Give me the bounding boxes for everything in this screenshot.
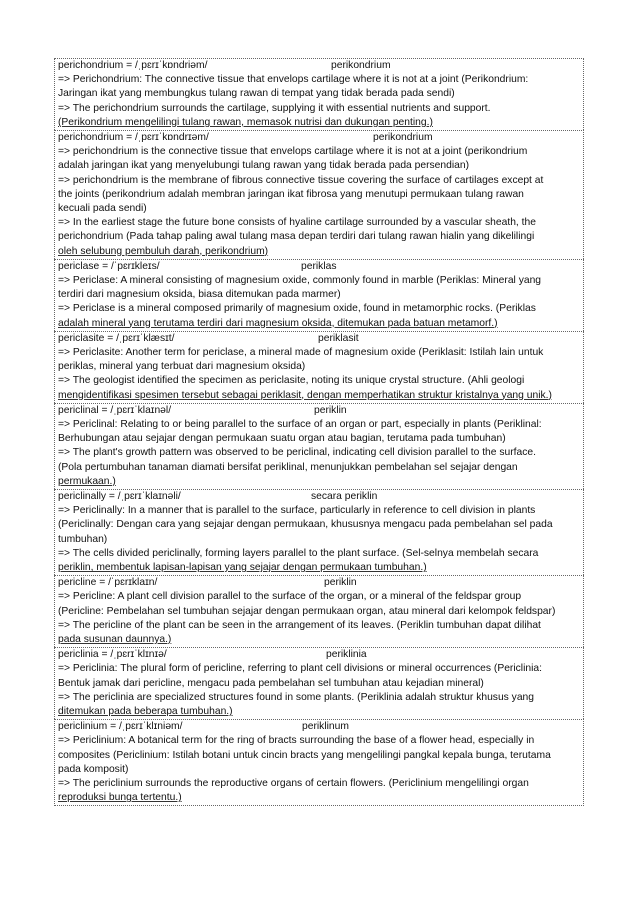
entry-text-line: composites (Periclinium: Istilah botani untuk cincin bracts yang mengelilingi pangkal kepala bunga, terutama bbox=[58, 749, 551, 761]
entry-header bbox=[58, 260, 581, 274]
dictionary-entry bbox=[54, 647, 584, 719]
dictionary-entry bbox=[54, 130, 584, 259]
entry-text-line: kecuali pada sendi) bbox=[58, 203, 147, 214]
entry-text-line: => Pericline: A plant cell division parallel to the surface of the organ, or a mineral of the feldspar group bbox=[58, 591, 522, 603]
entry-text-line: Bentuk jamak dari pericline, mengacu pada pembelahan sel tumbuhan atau kejadian mineral) bbox=[58, 677, 484, 689]
entry-text-line: => Perichondrium: The connective tissue that envelops cartilage where it is not at a joint (Perikondrium: bbox=[58, 74, 529, 86]
entry-text-line: permukaan.) bbox=[58, 475, 116, 487]
entry-text-line: periklin, membentuk lapisan-lapisan yang sejajar dengan permukaan tumbuhan.) bbox=[58, 562, 427, 574]
entry-text-line: => The periclinium surrounds the reproductive organs of certain flowers. (Periclinium mengelilingi organ bbox=[58, 778, 529, 790]
entry-text-line: (Pola pertumbuhan tanaman diamati bersifat periklinal, menunjukkan pembelahan sel sejajar dengan bbox=[58, 461, 518, 473]
entry-header bbox=[58, 490, 581, 504]
entry-translation: secara periklin bbox=[311, 491, 378, 503]
entry-text-line: => perichondrium is the connective tissue that envelops cartilage where it is not at a joint (perikondrium bbox=[58, 146, 528, 158]
entry-translation: periklinum bbox=[302, 721, 349, 733]
entry-text-line: oleh selubung pembuluh darah, perikondrium) bbox=[58, 245, 269, 257]
dictionary-entry bbox=[54, 489, 584, 575]
entry-text-line: pada susunan daunnya.) bbox=[58, 634, 172, 646]
entry-text-line: (Pericline: Pembelahan sel tumbuhan sejajar dengan permukaan organ, atau mineral dari kelompok feldspar) bbox=[58, 605, 556, 617]
entry-term: pericline = /ˈpɛrɪklaɪn/ bbox=[58, 577, 158, 589]
entry-text-line: the joints (perikondrium adalah membran jaringan ikat fibrosa yang menutupi permukaan tulang rawan bbox=[58, 188, 524, 200]
entry-translation: periklin bbox=[324, 577, 357, 589]
entry-text-line: => The cells divided periclinally, forming layers parallel to the plant surface. (Sel-selnya membelah secara bbox=[58, 547, 539, 559]
entry-text-line: => In the earliest stage the future bone consists of hyaline cartilage surrounded by a vascular sheath, the bbox=[58, 217, 536, 229]
entry-translation: periklas bbox=[301, 260, 337, 272]
entry-header bbox=[58, 332, 581, 346]
entry-term: periclinia = /ˌpɛrɪˈklɪnɪə/ bbox=[58, 649, 167, 661]
entry-term: perichondrium = /ˌpɛrɪˈkɒndriəm/ bbox=[58, 60, 208, 71]
entry-text-line: => The periclinia are specialized structures found in some plants. (Periklinia adalah struktur khusus yang bbox=[58, 691, 535, 703]
entry-translation: periklasit bbox=[318, 332, 359, 344]
entry-text-line: (Periclinally: Dengan cara yang sejajar dengan permukaan, khususnya mengacu pada pembelahan sel pada bbox=[58, 519, 553, 531]
entry-text-line: => Periclinal: Relating to or being parallel to the surface of an organ or part, especially in plants (Periklinal: bbox=[58, 419, 542, 430]
entry-text-line: => Periclase: A mineral consisting of magnesium oxide, commonly found in marble (Periklas: Mineral yang bbox=[58, 275, 542, 286]
entry-text-line: => Periclinally: In a manner that is parallel to the surface, particularly in reference to cell division in plants bbox=[58, 505, 536, 517]
entry-text-line: adalah mineral yang terutama terdiri dari magnesium oksida, ditemukan pada batuan metamorf.) bbox=[58, 317, 498, 329]
entry-header bbox=[58, 576, 581, 590]
dictionary-entry bbox=[54, 259, 584, 331]
dictionary-entry bbox=[54, 58, 584, 130]
entry-text-line: ditemukan pada beberapa tumbuhan.) bbox=[58, 706, 233, 718]
dictionary-entry bbox=[54, 575, 584, 647]
entry-text-line: terdiri dari magnesium oksida, biasa ditemukan pada marmer) bbox=[58, 289, 341, 301]
entry-header bbox=[58, 404, 581, 418]
entry-term: periclinally = /ˌpɛrɪˈklaɪnəli/ bbox=[58, 491, 181, 503]
entry-text-line: => Periclase is a mineral composed primarily of magnesium oxide, found in metamorphic rocks. (Periklas bbox=[58, 303, 536, 315]
entry-term: perichondrium = /ˌpɛrɪˈkɒndrɪəm/ bbox=[58, 132, 209, 143]
entry-translation: periklinia bbox=[326, 649, 367, 661]
entry-term: periclinium = /ˌpɛrɪˈklɪniəm/ bbox=[58, 721, 183, 733]
entry-term: periclase = /ˈpɛrɪkleɪs/ bbox=[58, 260, 160, 272]
entry-term: periclinal = /ˌpɛrɪˈklaɪnəl/ bbox=[58, 404, 172, 416]
entry-text-line: => Periclinium: A botanical term for the ring of bracts surrounding the base of a flower head, especially in bbox=[58, 735, 535, 747]
entry-text-line: pada komposit) bbox=[58, 763, 129, 775]
entry-text-line: reproduksi bunga tertentu.) bbox=[58, 792, 182, 804]
entry-header bbox=[58, 720, 581, 734]
entry-text-line: periklas, mineral yang terbuat dari magnesium oksida) bbox=[58, 361, 306, 373]
entry-term: periclasite = /ˌpɛrɪˈklæsɪt/ bbox=[58, 332, 175, 344]
entry-text-line: => Periclasite: Another term for periclase, a mineral made of magnesium oxide (Periklasit: Istilah lain untuk bbox=[58, 347, 544, 358]
dictionary-entry bbox=[54, 719, 584, 806]
entry-translation: periklin bbox=[314, 404, 347, 416]
dictionary-entry bbox=[54, 331, 584, 403]
entry-text-line: => The pericline of the plant can be seen in the arrangement of its leaves. (Periklin tumbuhan dapat dilihat bbox=[58, 619, 541, 631]
entry-text-line: tumbuhan) bbox=[58, 533, 108, 545]
entry-header bbox=[58, 59, 581, 73]
entry-translation: perikondrium bbox=[331, 60, 391, 71]
entry-header bbox=[58, 648, 581, 662]
entry-text-line: Jaringan ikat yang membungkus tulang rawan di tempat yang tidak berada pada sendi) bbox=[58, 88, 455, 100]
entry-text-line: Berhubungan atau sejajar dengan permukaan suatu organ atau bagian, terutama pada tumbuhan) bbox=[58, 433, 506, 445]
entry-text-line: adalah jaringan ikat yang menyelubungi tulang rawan yang tidak berada pada persendian) bbox=[58, 160, 470, 172]
entry-text-line: => The perichondrium surrounds the cartilage, supplying it with essential nutrients and support. bbox=[58, 102, 491, 114]
entry-text-line: => The plant's growth pattern was observed to be periclinal, indicating cell division parallel to the surface. bbox=[58, 447, 536, 459]
entry-text-line: => Periclinia: The plural form of pericline, referring to plant cell divisions or mineral occurrences (Periclinia: bbox=[58, 663, 542, 675]
entry-translation: perikondrium bbox=[373, 132, 433, 143]
entry-header bbox=[58, 131, 581, 145]
entry-text-line: mengidentifikasi spesimen tersebut sebagai periklasit, dengan memperhatikan struktur kristalnya yang unik.) bbox=[58, 389, 552, 401]
dictionary-entry bbox=[54, 403, 584, 489]
entry-text-line: => perichondrium is the membrane of fibrous connective tissue covering the surface of cartilages except at bbox=[58, 174, 544, 186]
entry-text-line: perichondrium (Pada tahap paling awal tulang masa depan terdiri dari tulang rawan hialin yang dikelilingi bbox=[58, 231, 535, 243]
entry-text-line: => The geologist identified the specimen as periclasite, noting its unique crystal structure. (Ahli geologi bbox=[58, 375, 525, 387]
dictionary-page bbox=[54, 58, 584, 806]
entry-text-line: (Perikondrium mengelilingi tulang rawan, memasok nutrisi dan dukungan penting.) bbox=[58, 116, 433, 128]
